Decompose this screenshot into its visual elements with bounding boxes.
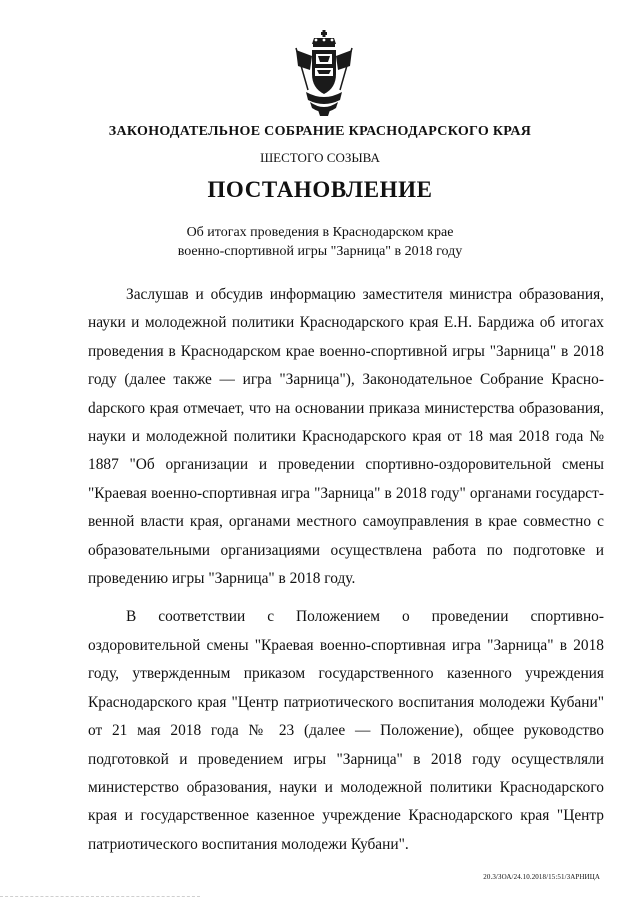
subject-line-2: военно-спортивной игры "Зарница" в 2018 году (177, 244, 463, 259)
scan-margin-mark (0, 896, 200, 899)
document-body (88, 281, 604, 859)
coat-of-arms-icon (292, 30, 356, 118)
organization-name: ЗАКОНОДАТЕЛЬНОЕ СОБРАНИЕ КРАСНОДАРСКОГО КРАЯ (108, 124, 532, 139)
document-subject (0, 223, 640, 261)
footer-registration-code: 20.3/ЗОА/24.10.2018/15:51/ЗАРНИЦА (483, 873, 600, 881)
subject-line-1: Об итогах проведения в Краснодарском крае (186, 225, 454, 240)
document-type-title: ПОСТАНОВЛЕНИЕ (207, 177, 433, 202)
paragraph-1: Заслушав и обсудив информацию заместителя министра образования, науки и молодежной политики Краснодарского края Е.Н. Бардижа об итогах проведения в Краснодарском крае военно-спортивной игры "Зарница" в 2018 году (далее также — игра "Зарница"), Законодательное Собрание Красноdарского края отмечает, что на основании приказа министерства образования, науки и молодежной политики Краснодарского края от 18 мая 2018 года № 1887 "Об организации и проведении спортивно-оздоровительной смены "Краевая военно-спортивная игра "Зарница" в 2018 году" органами государственной власти края, органами местного самоуправления в крае совместно с образовательными организациями осуществлена работа по подготовке и проведению игры "Зарница" в 2018 году. (88, 286, 604, 588)
paragraph-2: В соответствии с Положением о проведении спортивно-оздоровительной смены "Краевая военно-спортивная игра "Зарница" в 2018 году, утвержденным приказом государственного казенного учреждения Краснодарского края "Центр патриотического воспитания молодежи Кубани" от 21 мая 2018 года № 23 (далее — Положение), общее руководство подготовкой и проведением игры "Зарница" в 2018 году осуществляли министерство образования, науки и молодежной политики Краснодарского края и государственное казенное учреждение Краснодарского края "Центр патриотического воспитания молодежи Кубани". (88, 608, 604, 853)
convocation: ШЕСТОГО СОЗЫВА (260, 150, 380, 165)
